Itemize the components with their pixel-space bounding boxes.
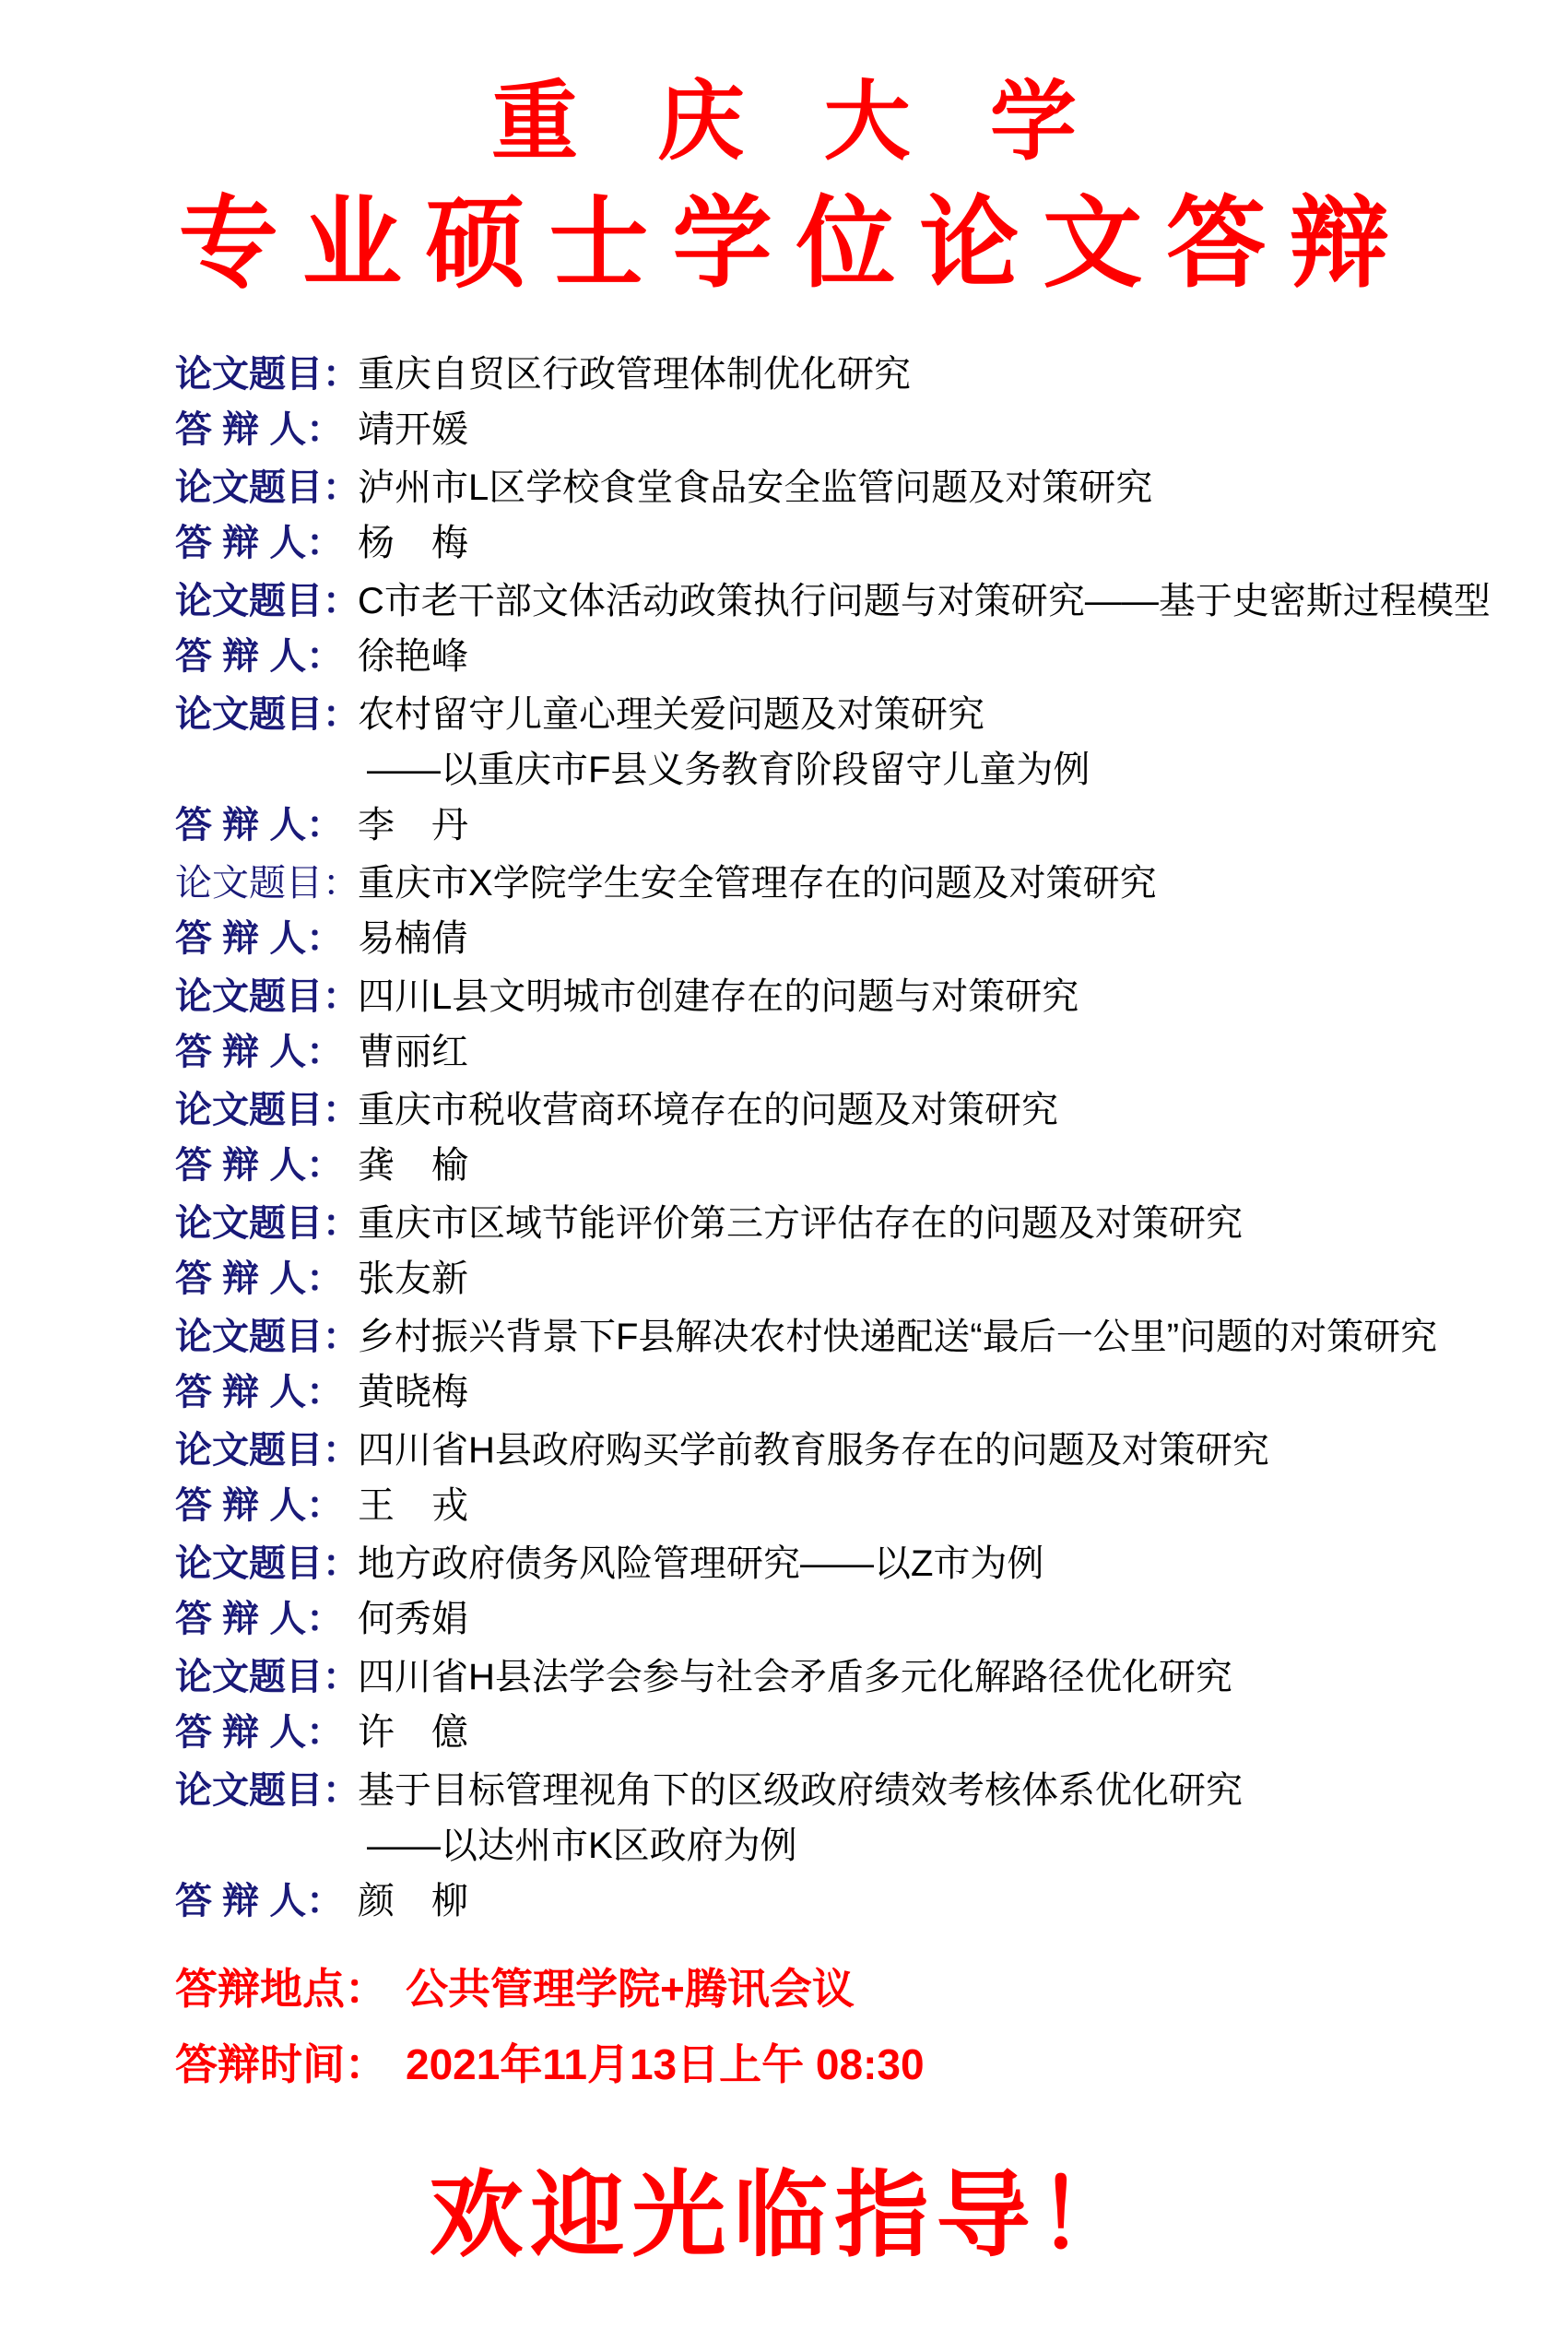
- topic-label: 论文题目：: [175, 1430, 360, 1471]
- defender-name: 李 丹: [358, 805, 468, 846]
- topic-line: [175, 1082, 1568, 1138]
- event-title: 专业硕士学位论文答辩: [178, 187, 1414, 300]
- topic-line: [175, 687, 1568, 742]
- defender-label: 答 辩 人：: [175, 1485, 344, 1527]
- topic-title: 地方政府债务风险管理研究——以Z市为例: [358, 1543, 1044, 1585]
- defender-line: [175, 1591, 1568, 1647]
- topic-label: 论文题目：: [175, 467, 360, 509]
- topic-line: [175, 1423, 1568, 1478]
- defense-entries: [0, 347, 1568, 1929]
- topic-line: [175, 856, 1568, 911]
- topic-line: [175, 1649, 1568, 1705]
- defender-name: 颜 柳: [358, 1881, 468, 1922]
- topic-line: [175, 1536, 1568, 1591]
- defender-line: [175, 629, 1568, 684]
- defense-entry: [175, 969, 1568, 1080]
- topic-title: 乡村振兴背景下F县解决农村快递配送“最后一公里”问题的对策研究: [358, 1317, 1438, 1358]
- defense-entry: [175, 1649, 1568, 1760]
- defender-line: [175, 1251, 1568, 1306]
- defender-line: [175, 798, 1568, 853]
- venue-value: 公共管理学院+腾讯会议: [406, 1965, 855, 2014]
- topic-line: [175, 1196, 1568, 1251]
- defender-name: 何秀娟: [358, 1599, 468, 1640]
- defense-entry: [175, 1082, 1568, 1193]
- topic-title: 基于目标管理视角下的区级政府绩效考核体系优化研究: [358, 1770, 1243, 1812]
- defense-entry: [175, 1536, 1568, 1647]
- defender-name: 王 戎: [358, 1485, 468, 1527]
- topic-title: 农村留守儿童心理关爱问题及对策研究: [358, 694, 984, 736]
- topic-label: 论文题目：: [175, 694, 360, 736]
- topic-subtitle: ——以达州市K区政府为例: [367, 1826, 797, 1867]
- topic-label: 论文题目：: [175, 863, 360, 904]
- defender-line: [175, 1138, 1568, 1193]
- topic-title: 重庆自贸区行政管理体制优化研究: [358, 354, 911, 396]
- defense-entry: [175, 1423, 1568, 1533]
- topic-line: [175, 347, 1568, 402]
- topic-line: [175, 969, 1568, 1024]
- defender-label: 答 辩 人：: [175, 1599, 344, 1640]
- topic-subtitle-line: [175, 1818, 1568, 1873]
- topic-line: [175, 1763, 1568, 1818]
- defense-entry: [175, 1309, 1568, 1420]
- defense-entry: [175, 1196, 1568, 1306]
- defender-label: 答 辩 人：: [175, 1881, 344, 1922]
- footer: [0, 1951, 1568, 2102]
- defender-label: 答 辩 人：: [175, 805, 344, 846]
- topic-title: 四川省H县法学会参与社会矛盾多元化解路径优化研究: [358, 1657, 1232, 1698]
- defender-label: 答 辩 人：: [175, 1145, 344, 1187]
- venue-line: [175, 1951, 1568, 2027]
- topic-line: [175, 1309, 1568, 1365]
- defender-label: 答 辩 人：: [175, 1372, 344, 1413]
- topic-subtitle-line: [175, 742, 1568, 798]
- topic-line: [175, 460, 1568, 515]
- topic-title: 重庆市区域节能评价第三方评估存在的问题及对策研究: [358, 1203, 1243, 1245]
- topic-line: [175, 573, 1568, 629]
- defense-entry: [175, 687, 1568, 853]
- defender-name: 徐艳峰: [358, 636, 468, 678]
- venue-label: 答辩地点：: [175, 1965, 387, 2014]
- defense-entry: [175, 856, 1568, 966]
- topic-label: 论文题目：: [175, 976, 360, 1018]
- topic-label: 论文题目：: [175, 1317, 360, 1358]
- defender-label: 答 辩 人：: [175, 918, 344, 960]
- topic-label: 论文题目：: [175, 1203, 360, 1245]
- defender-line: [175, 1873, 1568, 1929]
- topic-label: 论文题目：: [175, 1543, 360, 1585]
- defender-label: 答 辩 人：: [175, 409, 344, 451]
- defense-entry: [175, 1763, 1568, 1929]
- topic-title: 重庆市X学院学生安全管理存在的问题及对策研究: [358, 863, 1157, 904]
- topic-label: 论文题目：: [175, 581, 360, 622]
- defense-entry: [175, 347, 1568, 457]
- defender-label: 答 辩 人：: [175, 636, 344, 678]
- topic-subtitle: ——以重庆市F县义务教育阶段留守儿童为例: [367, 750, 1091, 791]
- topic-title: 泸州市L区学校食堂食品安全监管问题及对策研究: [358, 467, 1153, 509]
- defense-entry: [175, 573, 1568, 684]
- defender-line: [175, 1705, 1568, 1760]
- university-title: 重 庆 大 学: [491, 73, 1104, 170]
- welcome-banner: 欢迎光临指导！: [429, 2163, 1139, 2269]
- topic-label: 论文题目：: [175, 354, 360, 396]
- defense-entry: [175, 460, 1568, 571]
- topic-label: 论文题目：: [175, 1657, 360, 1698]
- defender-label: 答 辩 人：: [175, 1712, 344, 1754]
- time-line: [175, 2027, 1568, 2102]
- defender-line: [175, 911, 1568, 966]
- defender-name: 黄晓梅: [358, 1372, 468, 1413]
- defender-name: 曹丽红: [358, 1032, 468, 1073]
- defender-name: 易楠倩: [358, 918, 468, 960]
- defender-label: 答 辩 人：: [175, 1259, 344, 1300]
- topic-title: 四川省H县政府购买学前教育服务存在的问题及对策研究: [358, 1430, 1269, 1471]
- topic-title: 四川L县文明城市创建存在的问题与对策研究: [358, 976, 1079, 1018]
- topic-label: 论文题目：: [175, 1090, 360, 1131]
- defender-line: [175, 402, 1568, 457]
- defender-label: 答 辩 人：: [175, 1032, 344, 1073]
- time-value: 2021年11月13日上午 08:30: [406, 2040, 925, 2089]
- time-label: 答辩时间：: [175, 2040, 387, 2089]
- defender-name: 张友新: [358, 1259, 468, 1300]
- defender-name: 龚 榆: [358, 1145, 468, 1187]
- topic-title: C市老干部文体活动政策执行问题与对策研究——基于史密斯过程模型: [358, 581, 1491, 622]
- defender-line: [175, 1024, 1568, 1080]
- defender-name: 杨 梅: [358, 523, 468, 564]
- topic-title: 重庆市税收营商环境存在的问题及对策研究: [358, 1090, 1058, 1131]
- defender-line: [175, 515, 1568, 571]
- defender-label: 答 辩 人：: [175, 523, 344, 564]
- defender-name: 许 億: [358, 1712, 468, 1754]
- defender-line: [175, 1365, 1568, 1420]
- topic-label: 论文题目：: [175, 1770, 360, 1812]
- defender-name: 靖开媛: [358, 409, 468, 451]
- defender-line: [175, 1478, 1568, 1533]
